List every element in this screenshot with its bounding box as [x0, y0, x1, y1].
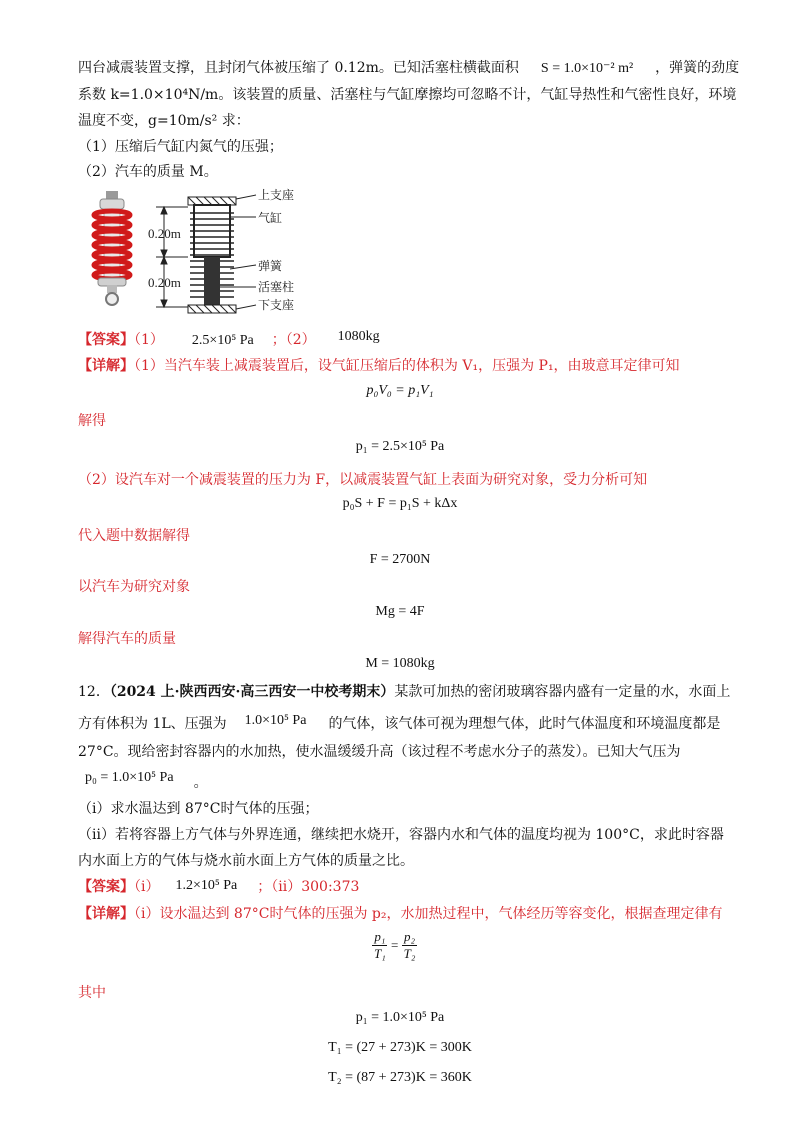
problem-12-line-2	[78, 714, 720, 735]
answer-part1-value: 2.5×10⁵ Pa	[191, 333, 254, 348]
area-formula: S = 1.0×10⁻² m²	[540, 61, 634, 76]
answer-part2-label: （2）	[285, 332, 316, 348]
detail-1-line-1	[78, 356, 680, 376]
period: 。	[193, 775, 208, 791]
detail-tag: 【详解】	[78, 358, 134, 374]
equation-T1-value: T₁ = (27 + 273)K = 300K	[328, 1040, 472, 1055]
label-upper-seat: 上支座	[258, 188, 295, 202]
atmospheric-pressure-formula: p₀ = 1.0×10⁵ Pa	[85, 770, 174, 785]
answer-part2: ；（ⅱ）300:373	[257, 879, 360, 895]
equation-p1-result: p₁ = 2.5×10⁵ Pa	[355, 439, 445, 454]
denominator-T2: T₂	[403, 946, 416, 961]
intro-line-2: 系数 k=1.0×10⁴N/m。该装置的质量、活塞柱与气缸摩擦均可忽略不计，气缸导热性和气密性良好，环境	[78, 87, 737, 103]
intro-text-end: ，弹簧的劲度	[655, 60, 740, 76]
equation-weight: Mg = 4F	[375, 604, 425, 619]
intro-line-1	[78, 58, 739, 79]
label-spring: 弹簧	[258, 259, 283, 273]
problem-source: （2024 上·陕西西安·高三西安一中校考期末）	[109, 684, 395, 700]
answer-separator: ；	[271, 332, 286, 348]
solve-label-1: 解得	[78, 413, 106, 429]
label-cylinder: 气缸	[258, 211, 283, 225]
denominator-T1: T₁	[374, 946, 386, 961]
problem-12-line-1	[78, 682, 730, 702]
answer-1	[78, 330, 380, 351]
shock-absorber-photo	[94, 191, 130, 305]
substitute-label: 代入题中数据解得	[78, 528, 190, 544]
detail-tag: 【详解】	[78, 906, 134, 922]
fraction-left	[372, 929, 388, 962]
answer-part1-value: 1.2×10⁵ Pa	[175, 878, 238, 893]
answer-part2-value: 1080kg	[337, 329, 380, 344]
schematic	[188, 197, 236, 313]
answer-tag: 【答案】	[78, 332, 134, 348]
pressure-formula: 1.0×10⁵ Pa	[244, 713, 307, 728]
equation-force-balance: p₀S + F = p₁S + kΔx	[342, 496, 458, 511]
problem-12-question-1: （ⅰ）求水温达到 87°C时气体的压强；	[78, 801, 319, 817]
dim-label-top: 0.20m	[148, 226, 181, 241]
problem-12-line-3: 27°C。现给密封容器内的水加热，使水温缓缓升高（该过程不考虑水分子的蒸发）。已知大气压为	[78, 744, 681, 760]
detail-text: （ⅰ）设水温达到 87°C时气体的压强为 p₂，水加热过程中，气体经历等容变化，根据查理定律有	[134, 906, 723, 922]
numerator-p1: p₁	[374, 929, 386, 944]
equation-p1-value: p₁ = 1.0×10⁵ Pa	[355, 1010, 445, 1025]
problem-12-question-2b: 内水面上方的气体与烧水前水面上方气体的质量之比。	[78, 853, 414, 869]
detail-text: （1）当汽车装上减震装置后，设气缸压缩后的体积为 V₁，压强为 P₁，由玻意耳定律可知	[134, 358, 680, 374]
numerator-p2: p₂	[403, 929, 415, 944]
car-mass-label: 解得汽车的质量	[78, 631, 176, 647]
problem-number: 12．	[78, 684, 110, 700]
among-label: 其中	[78, 985, 106, 1001]
charles-law-equation	[372, 929, 417, 962]
equation-T2-value: T₂ = (87 + 273)K = 360K	[328, 1070, 472, 1085]
answer-2	[78, 877, 359, 898]
dimension-lines	[156, 207, 188, 307]
fraction-right	[402, 929, 418, 962]
detail-2-line-1	[78, 904, 722, 924]
shock-absorber-figure	[78, 185, 338, 315]
problem-text: 某款可加热的密闭玻璃容器内盛有一定量的水，水面上	[394, 684, 731, 700]
question-2: （2）汽车的质量 M。	[78, 164, 218, 180]
intro-text: 四台减震装置支撑，且封闭气体被压缩了 0.12m。已知活塞柱横截面积	[78, 60, 519, 76]
detail-1-line-2: （2）设汽车对一个减震装置的压力为 F，以减震装置气缸上表面为研究对象，受力分析可知	[78, 472, 648, 488]
problem-text-2a: 方有体积为 1L、压强为	[78, 716, 227, 732]
question-1: （1）压缩后气缸内氮气的压强；	[78, 139, 283, 155]
equals-sign: =	[391, 937, 399, 953]
equation-boyle: p₀V₀ = p₁V₁	[366, 383, 434, 398]
answer-part1-label: （1）	[134, 332, 164, 348]
car-object-label: 以汽车为研究对象	[78, 579, 190, 595]
label-lower-seat: 下支座	[258, 298, 295, 312]
equation-mass-result: M = 1080kg	[365, 656, 435, 671]
equation-force-value: F = 2700N	[369, 552, 431, 567]
problem-12-line-4	[85, 767, 208, 791]
dim-label-bottom: 0.20m	[148, 275, 181, 290]
problem-text-2b: 的气体，该气体可视为理想气体，此时气体温度和环境温度都是	[328, 716, 721, 732]
problem-12-question-2a: （ⅱ）若将容器上方气体与外界连通，继续把水烧开，容器内水和气体的温度均视为 100°C，求此时容器	[78, 827, 724, 843]
intro-line-3: 温度不变，g=10m/s² 求：	[78, 113, 250, 129]
answer-part1-label: （ⅰ）	[134, 879, 160, 895]
answer-tag: 【答案】	[78, 879, 134, 895]
label-piston: 活塞柱	[258, 280, 295, 294]
